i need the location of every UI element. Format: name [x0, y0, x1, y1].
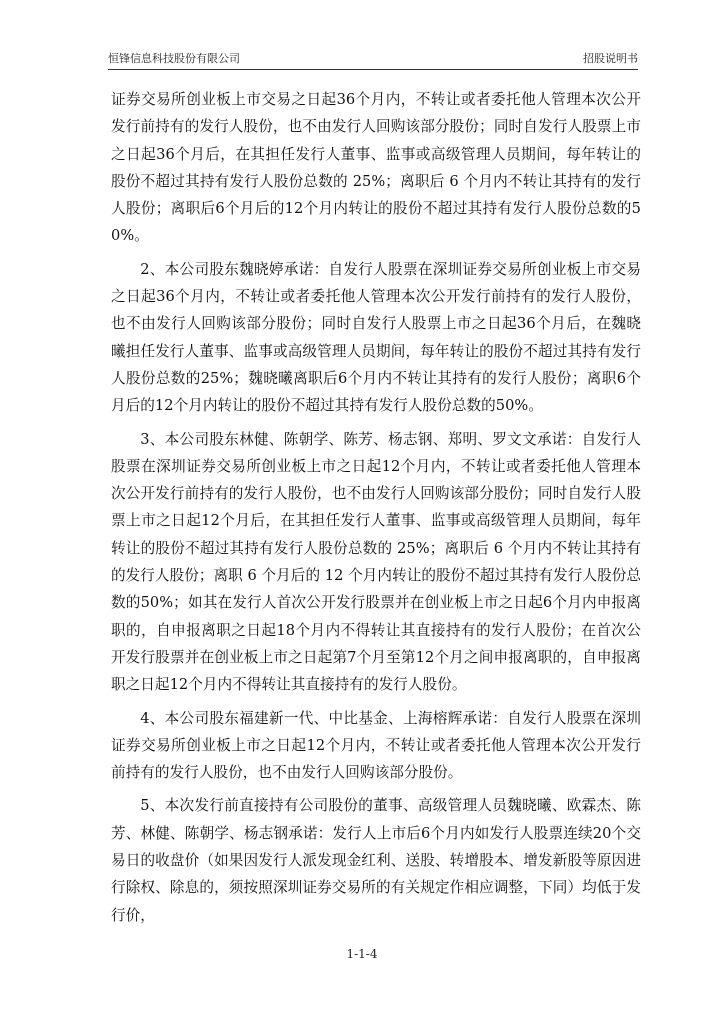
header-company-name: 恒锋信息科技股份有限公司 — [108, 52, 240, 65]
paragraph-continued: 证券交易所创业板上市交易之日起36个月内，不转让或者委托他人管理本次公开发行前持有的发行人股份，也不由发行人回购该部分股份；同时自发行人股票上市之日起36个月后，在其担任发行人董事、监事或高级管理人员期间，每年转让的股份不超过其持有发行人股份总数的 25%；离职后 6 个月内不转让其持有的发行人股份；离职后6个月后的12个月内转让的股份不超过其持有发行人股份总数的50%。 — [111, 91, 641, 245]
page-header — [108, 52, 638, 66]
page-footer — [0, 947, 724, 961]
paragraph-commitment-5: 5、本次发行前直接持有公司股份的董事、高级管理人员魏晓曦、欧霖杰、陈芳、林健、陈朝学、杨志钢承诺：发行人上市后6个月内如发行人股票连续20个交易日的收盘价（如果因发行人派发现金红利、送股、转增股本、增发新股等原因进行除权、除息的，须按照深圳证券交易所的有关规定作相应调整，下同）均低于发行价， — [111, 797, 641, 924]
header-divider — [108, 69, 638, 70]
header-document-type: 招股说明书 — [583, 52, 638, 65]
paragraph-commitment-3: 3、本公司股东林健、陈朝学、陈芳、杨志钢、郑明、罗文文承诺：自发行人股票在深圳证券交易所创业板上市之日起12个月内，不转让或者委托他人管理本次公开发行前持有的发行人股份，也不由发行人回购该部分股份；同时自发行人股票上市之日起12个月后，在其担任发行人董事、监事或高级管理人员期间，每年转让的股份不超过其持有发行人股份总数的 25%；离职后 6 个月内不转让其持有的发行人股份；离职 6 个月后的 12 个月内转让的股份不超过其持有发行人股份总数的50%；如其在发行人首次公开发行股票并在创业板上市之日起6个月内申报离职的，自申报离职之日起18个月内不得转让其直接持有的发行人股份；在首次公开发行股票并在创业板上市之日起第7个月至第12个月之间申报离职的，自申报离职之日起12个月内不得转让其直接持有的发行人股份。 — [111, 430, 642, 694]
paragraph-commitment-2: 2、本公司股东魏晓婷承诺：自发行人股票在深圳证券交易所创业板上市交易之日起36个月内，不转让或者委托他人管理本次公开发行前持有的发行人股份，也不由发行人回购该部分股份；同时自发行人股票上市之日起36个月后，在魏晓曦担任发行人董事、监事或高级管理人员期间，每年转让的股份不超过其持有发行人股份总数的25%；魏晓曦离职后6个月内不转让其持有的发行人股份；离职6个月后的12个月内转让的股份不超过其持有发行人股份总数的50%。 — [111, 260, 641, 415]
page-number: 1-1-4 — [346, 947, 378, 961]
document-body — [111, 86, 641, 935]
paragraph-commitment-4: 4、本公司股东福建新一代、中比基金、上海榕辉承诺：自发行人股票在深圳证券交易所创业板上市之日起12个月内，不转让或者委托他人管理本次公开发行前持有的发行人股份，也不由发行人回购该部分股份。 — [111, 709, 641, 782]
